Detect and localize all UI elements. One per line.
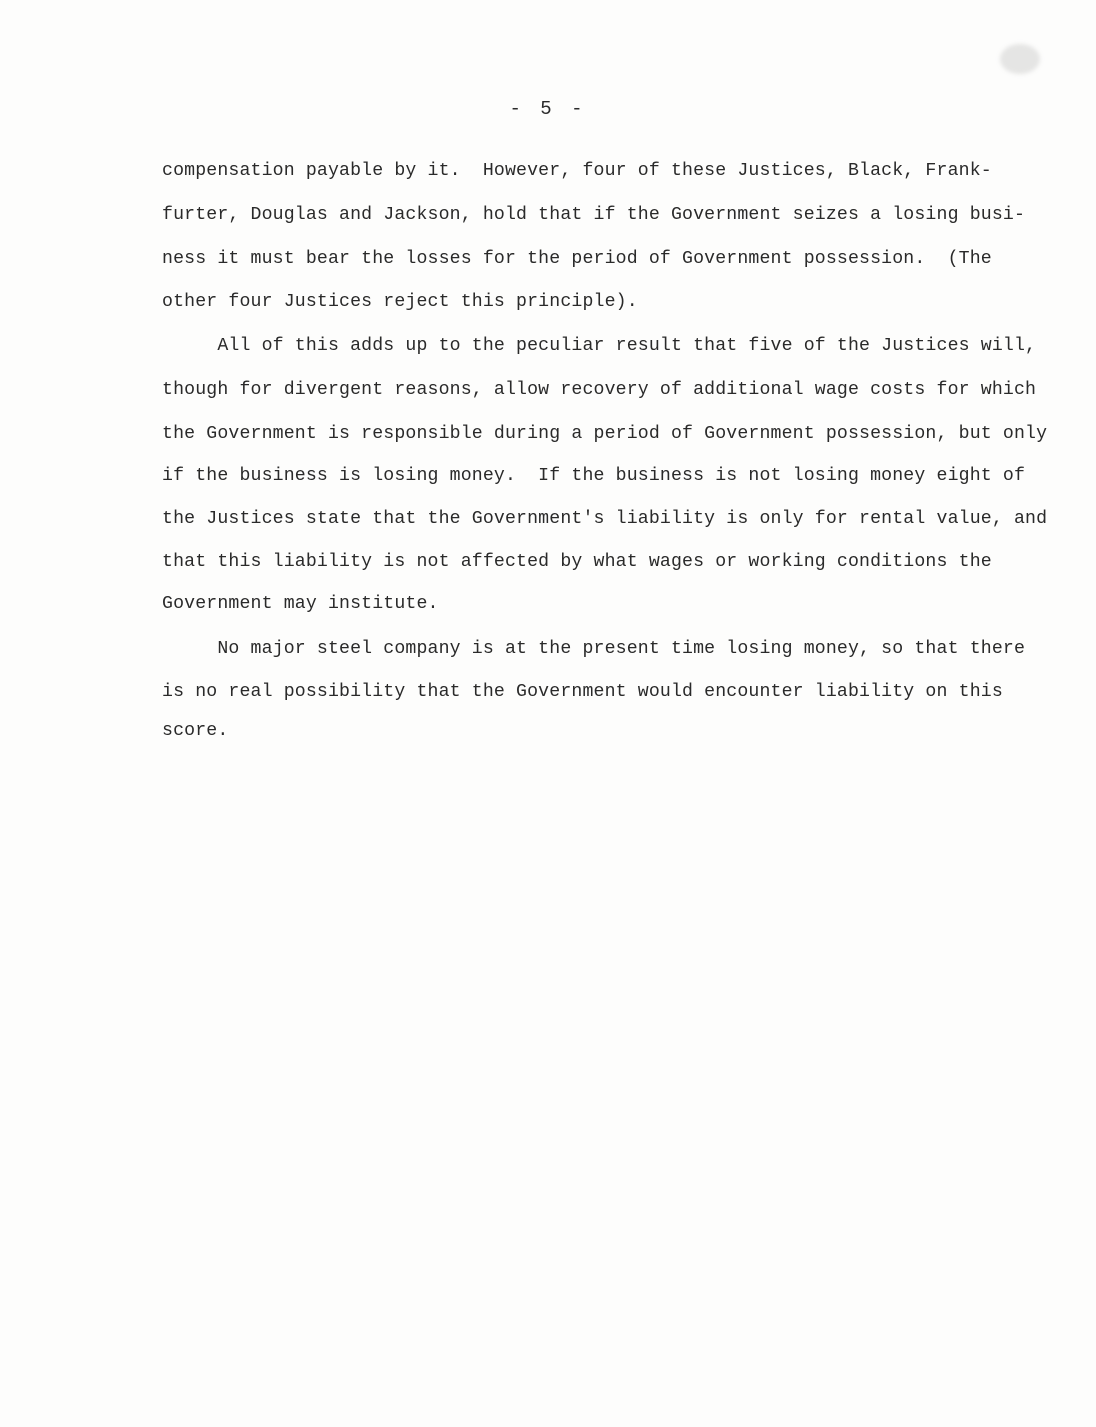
text-line: ness it must bear the losses for the period of Government possession. (The	[162, 249, 992, 269]
text-line: compensation payable by it. However, four of these Justices, Black, Frank-	[162, 161, 992, 181]
text-line: that this liability is not affected by what wages or working conditions the	[162, 552, 992, 572]
text-line: other four Justices reject this principle).	[162, 292, 638, 312]
text-line: Government may institute.	[162, 594, 439, 614]
text-line: No major steel company is at the present time losing money, so that there	[162, 639, 1026, 659]
text-line: is no real possibility that the Government would encounter liability on this	[162, 682, 1003, 702]
page-number: - 5 -	[509, 98, 587, 120]
text-line: if the business is losing money. If the business is not losing money eight of	[162, 466, 1026, 486]
text-line: the Justices state that the Government's liability is only for rental value, and	[162, 509, 1048, 529]
text-line: All of this adds up to the peculiar result that five of the Justices will,	[162, 336, 1037, 356]
text-line: though for divergent reasons, allow recovery of additional wage costs for which	[162, 380, 1037, 400]
text-line: score.	[162, 721, 229, 741]
text-line: the Government is responsible during a period of Government possession, but only	[162, 424, 1048, 444]
scan-smudge	[1000, 44, 1040, 74]
text-line: furter, Douglas and Jackson, hold that if the Government seizes a losing busi-	[162, 205, 1026, 225]
